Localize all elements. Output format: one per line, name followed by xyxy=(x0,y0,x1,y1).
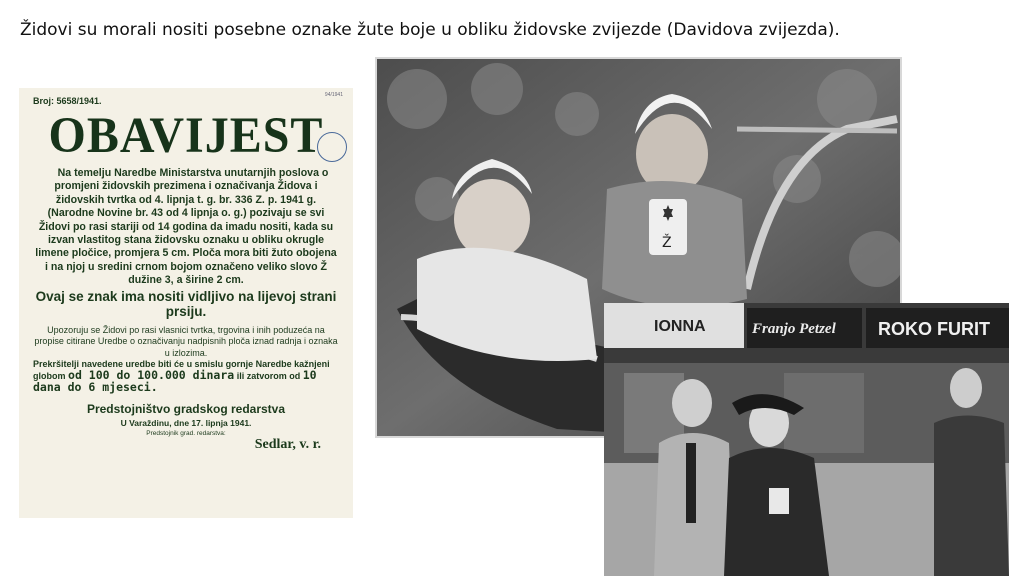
poster-penalty-intro: Prekršitelji navedene uredbe biti će u smislu gornje Naredbe kažnjeni globom xyxy=(33,359,330,382)
poster-paragraph: Na temelju Naredbe Ministarstva unutarnjih poslova o promjeni židovskih prezimena i označivanja Židova i židovskih tvrtka od 4. lipnja t. g. br. 336 Z. p. 1941 g. (Narodne Novine br. 43 od 4 lipnja o. g.) pozivaju se svi Židovi po rasi stariji od 14 godina da imadu nositi, kada su izvan vlastitog stana židovsku oznaku u obliku okrugle limene pločice, promjera 5 cm. Ploča mora biti žuto obojena i na njoj u sredini crnom bojom označeno veliko slovo Ž dužine 3, a širine 2 cm. xyxy=(35,167,337,287)
poster-heading: OBAVIJEST xyxy=(48,107,324,164)
poster-penalty-or: ili zatvorom od xyxy=(236,371,301,382)
street-couple-photo xyxy=(604,303,1009,576)
poster-penalty xyxy=(33,359,339,394)
sign-franjo-petzel: Franjo Petzel xyxy=(752,321,836,337)
poster-chief-label: Predstojnik grad. redarstva: xyxy=(146,430,226,438)
poster-penalty-fine: od 100 do 100.000 dinara xyxy=(68,368,235,383)
poster-place-date: U Varaždinu, dne 17. lipnja 1941. xyxy=(120,418,252,429)
slide-title: Židovi su morali nositi posebne oznake žute boje u obliku židovske zvijezde (Davidova zvijezda). xyxy=(20,20,840,40)
poster-number: Broj: 5658/1941. xyxy=(33,96,102,106)
poster-signature: Sedlar, v. r. xyxy=(254,437,321,453)
street-photo-illustration xyxy=(604,303,1009,576)
poster-corner-mark: 94/1941 xyxy=(324,92,343,98)
poster-penalty-prison: 10 dana do 6 mjeseci. xyxy=(33,368,317,395)
sign-roko-furit: ROKO FURIT xyxy=(878,319,990,339)
poster-emphasis: Ovaj se znak ima nositi vidljivo na lijevoj strani prsiju. xyxy=(35,288,337,319)
sign-ionna: IONNA xyxy=(654,318,706,335)
svg-text:Ž: Ž xyxy=(662,235,672,251)
obavijest-poster-image xyxy=(19,88,353,518)
poster-authority: Predstojništvo gradskog redarstva xyxy=(86,402,286,417)
poster-warning: Upozoruju se Židovi po rasi vlasnici tvrtka, trgovina i inih poduzeća na propise citirane Uredbe o označivanju nadpisnih ploča iznad radnja i oznaka u izlozima. xyxy=(34,324,338,358)
